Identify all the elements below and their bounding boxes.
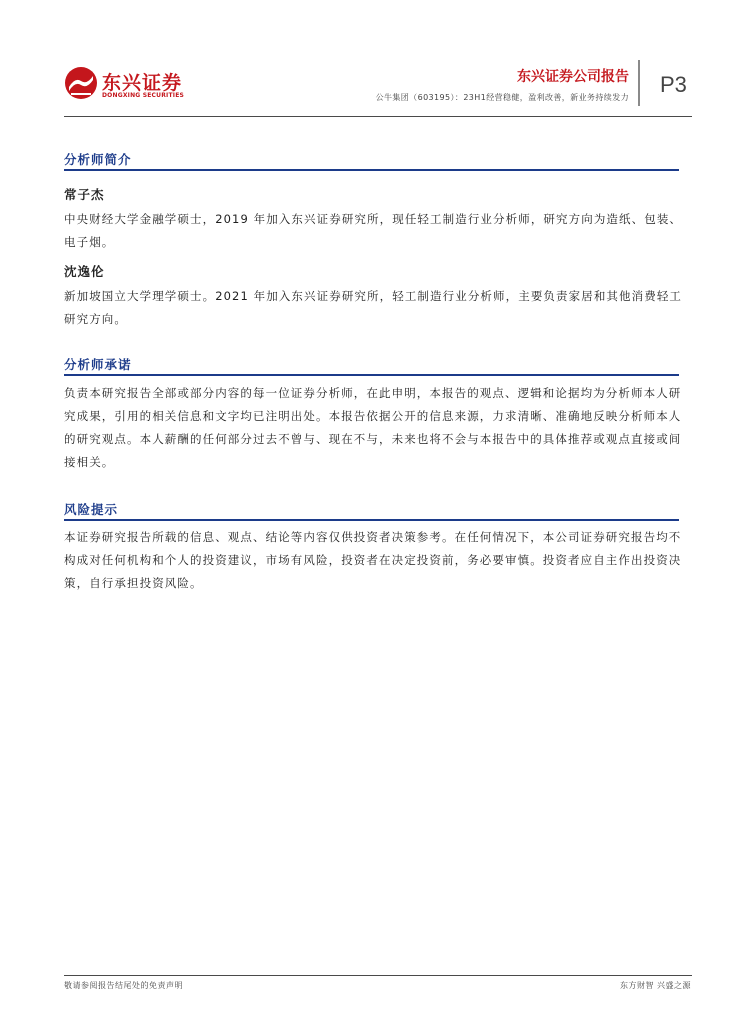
logo-text-cn: 东兴证券 bbox=[102, 72, 183, 94]
section-rule bbox=[64, 374, 679, 376]
analyst-name: 沈逸伦 bbox=[64, 264, 105, 279]
header-divider bbox=[638, 60, 640, 106]
logo-text-en: DONGXING SECURITIES bbox=[102, 92, 185, 99]
section-title-risk-warning: 风险提示 bbox=[64, 502, 119, 517]
logo-mark-icon bbox=[64, 66, 98, 100]
footer-disclaimer-note: 敬请参阅报告结尾处的免责声明 bbox=[64, 981, 183, 990]
company-logo bbox=[64, 66, 185, 102]
analyst-name: 常子杰 bbox=[64, 187, 105, 202]
section-title-analyst-commitment: 分析师承诺 bbox=[64, 357, 132, 372]
analyst-bio: 新加坡国立大学理学硕士。2021 年加入东兴证券研究所，轻工制造行业分析师，主要负责家居和其他消费轻工研究方向。 bbox=[64, 289, 683, 326]
footer-slogan: 东方财智 兴盛之源 bbox=[619, 981, 691, 990]
risk-warning-text: 本证券研究报告所载的信息、观点、结论等内容仅供投资者决策参考。在任何情况下，本公司证券研究报告均不构成对任何机构和个人的投资建议，市场有风险，投资者在决定投资前，务必要审慎。投资者应自主作出投资决策，自行承担投资风险。 bbox=[64, 530, 682, 590]
commitment-text: 负责本研究报告全部或部分内容的每一位证券分析师，在此申明，本报告的观点、逻辑和论据均为分析师本人研究成果，引用的相关信息和文字均已注明出处。本报告依据公开的信息来源，力求清晰、准确地反映分析师本人的研究观点。本人薪酬的任何部分过去不曾与、现在不与，未来也将不会与本报告中的具体推荐或观点直接或间接相关。 bbox=[64, 386, 682, 469]
report-subtitle: 公牛集团（603195）：23H1经营稳健，盈利改善，新业务持续发力 bbox=[375, 93, 629, 102]
header-rule bbox=[64, 116, 692, 117]
analyst-bio: 中央财经大学金融学硕士，2019 年加入东兴证券研究所，现任轻工制造行业分析师，研究方向为造纸、包装、电子烟。 bbox=[64, 212, 683, 249]
section-title-analyst-intro: 分析师简介 bbox=[64, 152, 132, 167]
report-type: 东兴证券公司报告 bbox=[517, 69, 629, 85]
page-number: P3 bbox=[660, 72, 687, 97]
section-rule bbox=[64, 169, 679, 171]
footer-rule bbox=[64, 975, 692, 976]
section-rule bbox=[64, 519, 679, 521]
